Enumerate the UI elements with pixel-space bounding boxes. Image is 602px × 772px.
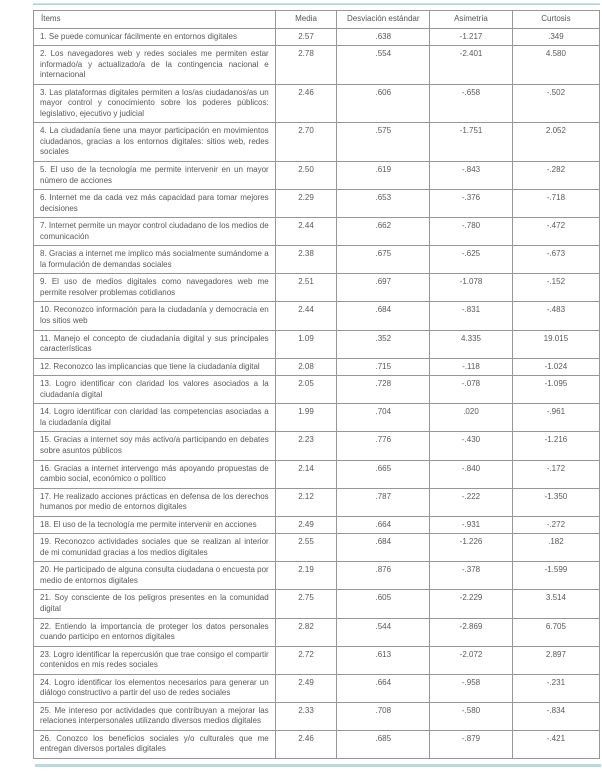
sd-cell: .619 [337, 162, 430, 190]
item-cell: 6. Internet me da cada vez más capacidad para tomar mejores decisiones [34, 190, 276, 218]
skew-cell: -2.229 [430, 590, 513, 618]
skew-cell: -2.072 [430, 646, 513, 674]
kurtosis-cell: -.718 [512, 190, 599, 218]
item-cell: 16. Gracias a internet intervengo más apoyando propuestas de cambio social, económico o político [34, 460, 276, 488]
skew-cell: -.378 [430, 562, 513, 590]
kurtosis-cell: -.282 [512, 162, 599, 190]
kurtosis-cell: -.421 [512, 730, 599, 758]
sd-cell: .787 [337, 488, 430, 516]
item-cell: 10. Reconozco información para la ciudadanía y democracia en los sitios web [34, 302, 276, 330]
table-row [34, 488, 600, 516]
kurtosis-cell: 2.897 [512, 646, 599, 674]
kurtosis-cell: -1.024 [512, 358, 599, 376]
sd-cell: .613 [337, 646, 430, 674]
sd-cell: .697 [337, 274, 430, 302]
kurtosis-cell: -.483 [512, 302, 599, 330]
table-row [34, 590, 600, 618]
skew-cell: -1.751 [430, 123, 513, 162]
item-cell: 1. Se puede comunicar fácilmente en entornos digitales [34, 28, 276, 46]
column-header-curtosis: Curtosis [512, 11, 599, 29]
item-cell: 3. Las plataformas digitales permiten a los/as ciudadanos/as un mayor control y conocimiento sobre los poderes públicos: legislativo, ejecutivo y judicial [34, 84, 276, 123]
kurtosis-cell: -1.350 [512, 488, 599, 516]
sd-cell: .684 [337, 302, 430, 330]
table-row [34, 28, 600, 46]
kurtosis-cell: -.172 [512, 460, 599, 488]
column-header-asimetria: Asimetría [430, 11, 513, 29]
media-cell: 2.46 [275, 84, 337, 123]
table-row [34, 218, 600, 246]
table-row [34, 376, 600, 404]
descriptive-stats-table [33, 10, 600, 759]
sd-cell: .544 [337, 618, 430, 646]
table-row [34, 404, 600, 432]
skew-cell: -2.869 [430, 618, 513, 646]
sd-cell: .653 [337, 190, 430, 218]
item-cell: 25. Me intereso por actividades que contribuyan a mejorar las relaciones interpersonales utilizando diversos medios digitales [34, 702, 276, 730]
media-cell: 2.19 [275, 562, 337, 590]
item-cell: 4. La ciudadanía tiene una mayor participación en movimientos ciudadanos, gracias a los entornos digitales: sitios web, redes sociales [34, 123, 276, 162]
media-cell: 1.99 [275, 404, 337, 432]
item-cell: 9. El uso de medios digitales como navegadores web me permite resolver problemas cotidianos [34, 274, 276, 302]
item-cell: 22. Entiendo la importancia de proteger los datos personales cuando participo en entornos digitales [34, 618, 276, 646]
media-cell: 2.05 [275, 376, 337, 404]
sd-cell: .715 [337, 358, 430, 376]
media-cell: 2.51 [275, 274, 337, 302]
header-row [34, 11, 600, 29]
table-row [34, 562, 600, 590]
sd-cell: .352 [337, 330, 430, 358]
kurtosis-cell: -.961 [512, 404, 599, 432]
kurtosis-cell: -1.095 [512, 376, 599, 404]
bottom-rule [35, 764, 601, 767]
skew-cell: -.780 [430, 218, 513, 246]
sd-cell: .605 [337, 590, 430, 618]
sd-cell: .684 [337, 534, 430, 562]
kurtosis-cell: .182 [512, 534, 599, 562]
item-cell: 2. Los navegadores web y redes sociales me permiten estar informado/a y actualizado/a de la contingencia nacional e internacional [34, 46, 276, 85]
item-cell: 13. Logro identificar con claridad los valores asociados a la ciudadanía digital [34, 376, 276, 404]
media-cell: 2.57 [275, 28, 337, 46]
skew-cell: -.430 [430, 432, 513, 460]
table-row [34, 534, 600, 562]
skew-cell: -.222 [430, 488, 513, 516]
sd-cell: .664 [337, 674, 430, 702]
media-cell: 2.72 [275, 646, 337, 674]
sd-cell: .675 [337, 246, 430, 274]
table-row [34, 460, 600, 488]
item-cell: 23. Logro identificar la repercusión que trae consigo el compartir contenidos en mis redes sociales [34, 646, 276, 674]
skew-cell: -.958 [430, 674, 513, 702]
table-body [34, 28, 600, 758]
media-cell: 2.14 [275, 460, 337, 488]
kurtosis-cell: 2.052 [512, 123, 599, 162]
table-row [34, 246, 600, 274]
media-cell: 2.23 [275, 432, 337, 460]
media-cell: 2.12 [275, 488, 337, 516]
kurtosis-cell: 3.514 [512, 590, 599, 618]
media-cell: 2.33 [275, 702, 337, 730]
item-cell: 18. El uso de la tecnología me permite intervenir en acciones [34, 516, 276, 534]
skew-cell: -.658 [430, 84, 513, 123]
sd-cell: .876 [337, 562, 430, 590]
skew-cell: -.831 [430, 302, 513, 330]
table-row [34, 84, 600, 123]
item-cell: 7. Internet permite un mayor control ciudadano de los medios de comunicación [34, 218, 276, 246]
column-header-media: Media [275, 11, 337, 29]
kurtosis-cell: 19.015 [512, 330, 599, 358]
skew-cell: -1.217 [430, 28, 513, 46]
skew-cell: -.376 [430, 190, 513, 218]
skew-cell: -.078 [430, 376, 513, 404]
skew-cell: -.843 [430, 162, 513, 190]
skew-cell: -1.226 [430, 534, 513, 562]
sd-cell: .638 [337, 28, 430, 46]
table-row [34, 274, 600, 302]
sd-cell: .708 [337, 702, 430, 730]
kurtosis-cell: 6.705 [512, 618, 599, 646]
kurtosis-cell: 4.580 [512, 46, 599, 85]
skew-cell: -2.401 [430, 46, 513, 85]
item-cell: 24. Logro identificar los elementos necesarios para generar un diálogo constructivo a partir del uso de redes sociales [34, 674, 276, 702]
item-cell: 26. Conozco los beneficios sociales y/o culturales que me entregan diversos portales digitales [34, 730, 276, 758]
media-cell: 2.78 [275, 46, 337, 85]
skew-cell: -.118 [430, 358, 513, 376]
media-cell: 2.44 [275, 302, 337, 330]
sd-cell: .665 [337, 460, 430, 488]
media-cell: 2.46 [275, 730, 337, 758]
skew-cell: -1.078 [430, 274, 513, 302]
item-cell: 21. Soy consciente de los peligros presentes en la comunidad digital [34, 590, 276, 618]
kurtosis-cell: -.272 [512, 516, 599, 534]
item-cell: 17. He realizado acciones prácticas en defensa de los derechos humanos por medio de entornos digitales [34, 488, 276, 516]
skew-cell: 4.335 [430, 330, 513, 358]
kurtosis-cell: -.502 [512, 84, 599, 123]
skew-cell: -.840 [430, 460, 513, 488]
skew-cell: .020 [430, 404, 513, 432]
table-row [34, 358, 600, 376]
sd-cell: .776 [337, 432, 430, 460]
item-cell: 19. Reconozco actividades sociales que se realizan al interior de mi comunidad gracias a los medios digitales [34, 534, 276, 562]
item-cell: 14. Logro identificar con claridad las competencias asociadas a la ciudadanía digital [34, 404, 276, 432]
kurtosis-cell: -.834 [512, 702, 599, 730]
kurtosis-cell: -1.599 [512, 562, 599, 590]
table-row [34, 302, 600, 330]
media-cell: 2.75 [275, 590, 337, 618]
skew-cell: -.879 [430, 730, 513, 758]
skew-cell: -.625 [430, 246, 513, 274]
table-row [34, 618, 600, 646]
media-cell: 2.50 [275, 162, 337, 190]
media-cell: 2.29 [275, 190, 337, 218]
item-cell: 20. He participado de alguna consulta ciudadana o encuesta por medio de entornos digitales [34, 562, 276, 590]
table-row [34, 123, 600, 162]
kurtosis-cell: -.152 [512, 274, 599, 302]
table-row [34, 46, 600, 85]
kurtosis-cell: -.472 [512, 218, 599, 246]
sd-cell: .704 [337, 404, 430, 432]
sd-cell: .554 [337, 46, 430, 85]
table-row [34, 516, 600, 534]
media-cell: 2.44 [275, 218, 337, 246]
media-cell: 2.55 [275, 534, 337, 562]
sd-cell: .575 [337, 123, 430, 162]
media-cell: 2.49 [275, 674, 337, 702]
skew-cell: -.580 [430, 702, 513, 730]
media-cell: 2.08 [275, 358, 337, 376]
table-row [34, 730, 600, 758]
kurtosis-cell: .349 [512, 28, 599, 46]
sd-cell: .662 [337, 218, 430, 246]
sd-cell: .685 [337, 730, 430, 758]
sd-cell: .728 [337, 376, 430, 404]
media-cell: 2.82 [275, 618, 337, 646]
column-header-desviacion: Desviación estándar [337, 11, 430, 29]
table-row [34, 674, 600, 702]
item-cell: 12. Reconozco las implicancias que tiene la ciudadanía digital [34, 358, 276, 376]
media-cell: 1.09 [275, 330, 337, 358]
media-cell: 2.38 [275, 246, 337, 274]
media-cell: 2.70 [275, 123, 337, 162]
skew-cell: -.931 [430, 516, 513, 534]
table-row [34, 190, 600, 218]
kurtosis-cell: -.231 [512, 674, 599, 702]
sd-cell: .664 [337, 516, 430, 534]
item-cell: 8. Gracias a internet me implico más socialmente sumándome a la formulación de demandas sociales [34, 246, 276, 274]
item-cell: 11. Manejo el concepto de ciudadanía digital y sus principales características [34, 330, 276, 358]
sd-cell: .606 [337, 84, 430, 123]
kurtosis-cell: -.673 [512, 246, 599, 274]
table-row [34, 646, 600, 674]
table-row [34, 162, 600, 190]
column-header-items: Ítems [34, 11, 276, 29]
table-row [34, 432, 600, 460]
table-row [34, 330, 600, 358]
kurtosis-cell: -1.216 [512, 432, 599, 460]
item-cell: 5. El uso de la tecnología me permite intervenir en un mayor número de acciones [34, 162, 276, 190]
table-header [34, 11, 600, 29]
media-cell: 2.49 [275, 516, 337, 534]
top-rule [33, 3, 600, 5]
item-cell: 15. Gracias a internet soy más activo/a participando en debates sobre asuntos públicos [34, 432, 276, 460]
table-row [34, 702, 600, 730]
